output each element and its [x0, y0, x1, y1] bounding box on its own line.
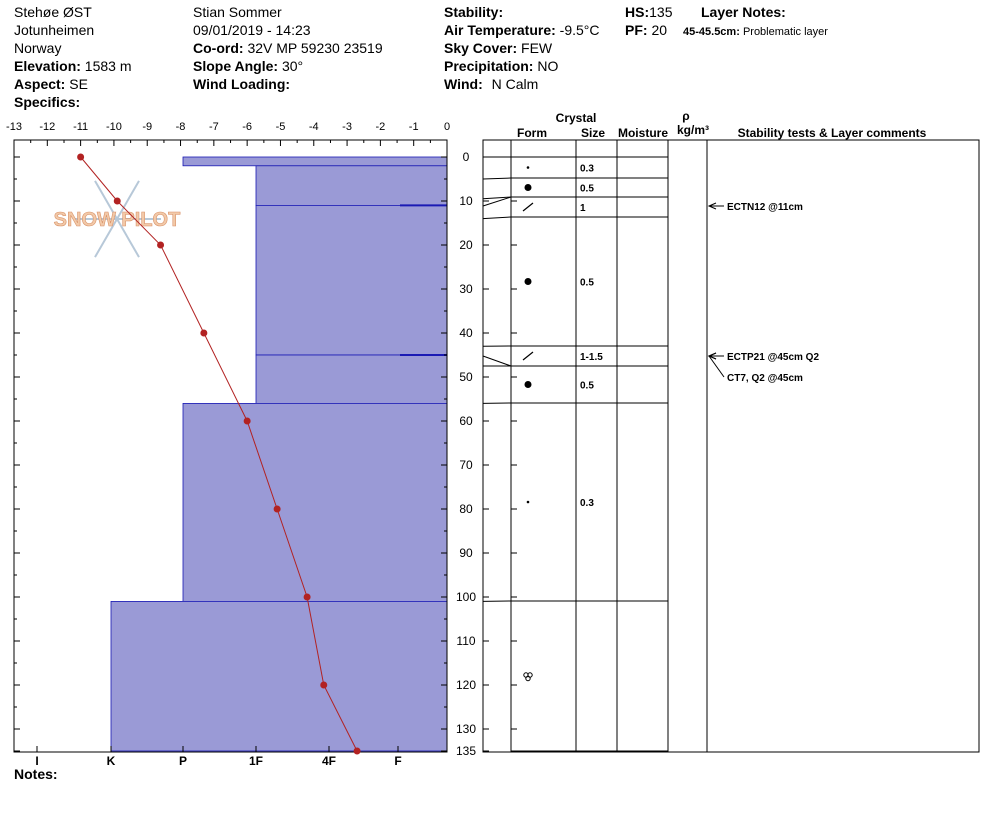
watermark-text: SNOW PILOT	[53, 209, 181, 231]
temp-tick-label: -3	[342, 121, 352, 133]
wind-label: Wind:	[444, 76, 483, 92]
crystal-column-header: Crystal	[555, 111, 597, 125]
sky-cover-label: Sky Cover:	[444, 40, 518, 56]
stability-label: Stability:	[444, 4, 504, 20]
depth-tick-label: 30	[459, 282, 473, 296]
layer-connector	[483, 356, 511, 366]
form-dot-icon	[525, 184, 532, 191]
specifics-label: Specifics:	[14, 94, 81, 110]
form-dot-icon	[525, 381, 532, 388]
crystal-size-label: 1-1.5	[580, 352, 603, 363]
temp-tick-label: -1	[408, 121, 419, 133]
moisture-column-header: Moisture	[617, 126, 669, 140]
coord-value: 32V MP 59230 23519	[247, 40, 383, 56]
temperature-point	[244, 418, 251, 425]
temp-tick-label: -12	[39, 121, 56, 133]
temp-tick-label: -9	[142, 121, 153, 133]
pf-value: 20	[651, 22, 668, 38]
pf-label: PF:	[625, 22, 648, 38]
layer-connector	[483, 178, 511, 179]
temp-tick-label: -13	[6, 121, 22, 133]
crystal-size-label: 0.5	[580, 380, 594, 392]
air-temp-value: -9.5°C	[559, 22, 600, 38]
hardness-tick-label: 4F	[321, 754, 337, 768]
stability-test-label: ECTN12 @11cm	[727, 202, 803, 213]
stability-test-label: ECTP21 @45cm Q2	[727, 352, 820, 363]
wind-value: N Calm	[491, 76, 539, 92]
layer-note-text: Problematic layer	[742, 26, 828, 38]
hardness-layer	[256, 166, 447, 206]
test-arrow	[709, 356, 724, 377]
depth-tick-label: 135	[455, 744, 477, 758]
form-column-header: Form	[517, 126, 547, 140]
temp-tick-label: -2	[375, 121, 386, 133]
depth-tick-label: 40	[459, 326, 473, 340]
depth-tick-label: 110	[456, 634, 476, 648]
temperature-point	[274, 506, 281, 513]
size-column-header: Size	[580, 126, 606, 140]
temperature-point	[304, 594, 311, 601]
hs-label: HS:	[625, 4, 650, 20]
density-symbol: ρ	[682, 109, 690, 123]
depth-tick-label: 80	[459, 502, 473, 516]
elevation-value: 1583 m	[84, 58, 132, 74]
wind-loading-label: Wind Loading:	[193, 76, 291, 92]
form-small-dot-icon	[527, 166, 530, 169]
sky-cover-value: FEW	[521, 40, 553, 56]
location-name: Stehøe ØST	[14, 4, 92, 20]
form-slash-icon	[523, 203, 533, 211]
hardness-tick-label: 1F	[248, 754, 264, 768]
layer-table	[483, 140, 979, 752]
layer-notes-label: Layer Notes:	[701, 4, 786, 20]
slope-label: Slope Angle:	[193, 58, 279, 74]
layer-connector	[483, 217, 511, 219]
form-small-dot-icon	[527, 501, 530, 504]
hardness-layer	[256, 205, 447, 355]
hardness-tick-label: I	[35, 754, 39, 768]
tests-column-header: Stability tests & Layer comments	[737, 126, 927, 140]
depth-tick-label: 50	[459, 370, 473, 384]
observer: Stian Sommer	[193, 4, 282, 20]
temp-tick-label: -7	[208, 121, 219, 133]
density-unit: kg/m³	[676, 123, 710, 137]
layer-note-depth: 45-45.5cm:	[683, 26, 740, 38]
crystal-size-label: 0.3	[580, 163, 594, 175]
country: Norway	[14, 40, 62, 56]
hardness-layer	[183, 157, 447, 166]
depth-tick-label: 60	[459, 414, 473, 428]
depth-hoar-part	[526, 676, 530, 680]
temp-tick-label: 0	[443, 121, 451, 133]
form-dot-icon	[525, 278, 532, 285]
hs-value: 135	[649, 4, 673, 20]
temperature-point	[320, 682, 327, 689]
temperature-point	[200, 330, 207, 337]
temp-tick-label: -11	[73, 121, 89, 133]
precipitation-value: NO	[537, 58, 559, 74]
form-slash-icon	[523, 352, 533, 360]
date-time: 09/01/2019 - 14:23	[193, 22, 311, 38]
hardness-tick-label: F	[394, 754, 402, 768]
coord-label: Co-ord:	[193, 40, 244, 56]
hardness-layer	[111, 601, 447, 751]
aspect-label: Aspect:	[14, 76, 66, 92]
depth-tick-label: 130	[455, 722, 477, 736]
hardness-tick-label: P	[178, 754, 188, 768]
table-border	[483, 140, 979, 752]
crystal-size-label: 0.3	[580, 498, 594, 509]
crystal-size-label: 1	[580, 203, 586, 214]
temperature-point	[77, 154, 84, 161]
notes-label: Notes:	[14, 766, 58, 782]
crystal-size-label: 0.5	[580, 183, 594, 195]
temp-tick-label: -5	[275, 121, 286, 133]
mountain-range: Jotunheimen	[14, 22, 95, 38]
depth-tick-label: 10	[459, 194, 473, 208]
depth-tick-label: 0	[462, 150, 470, 164]
depth-tick-label: 120	[455, 678, 477, 692]
temp-tick-label: -6	[242, 121, 253, 133]
depth-tick-label: 90	[459, 546, 473, 560]
aspect-value: SE	[69, 76, 88, 92]
temp-tick-label: -10	[105, 121, 122, 133]
temperature-point	[157, 242, 164, 249]
temperature-point	[354, 748, 361, 755]
slope-value: 30°	[281, 58, 304, 74]
temperature-point	[114, 198, 121, 205]
crystal-size-label: 0.5	[580, 277, 594, 289]
stability-test-label: CT7, Q2 @45cm	[727, 373, 803, 384]
hardness-layer	[183, 403, 447, 601]
elevation-label: Elevation:	[14, 58, 81, 74]
hardness-tick-label: K	[106, 754, 116, 768]
depth-tick-label: 70	[459, 458, 473, 472]
depth-tick-label: 20	[459, 238, 473, 252]
form-depth-hoar-icon	[524, 673, 532, 681]
depth-tick-label: 100	[455, 590, 477, 604]
hardness-layer	[256, 355, 447, 403]
temp-tick-label: -4	[308, 121, 319, 133]
temp-tick-label: -8	[175, 121, 186, 133]
air-temp-label: Air Temperature:	[444, 22, 556, 38]
precipitation-label: Precipitation:	[444, 58, 534, 74]
